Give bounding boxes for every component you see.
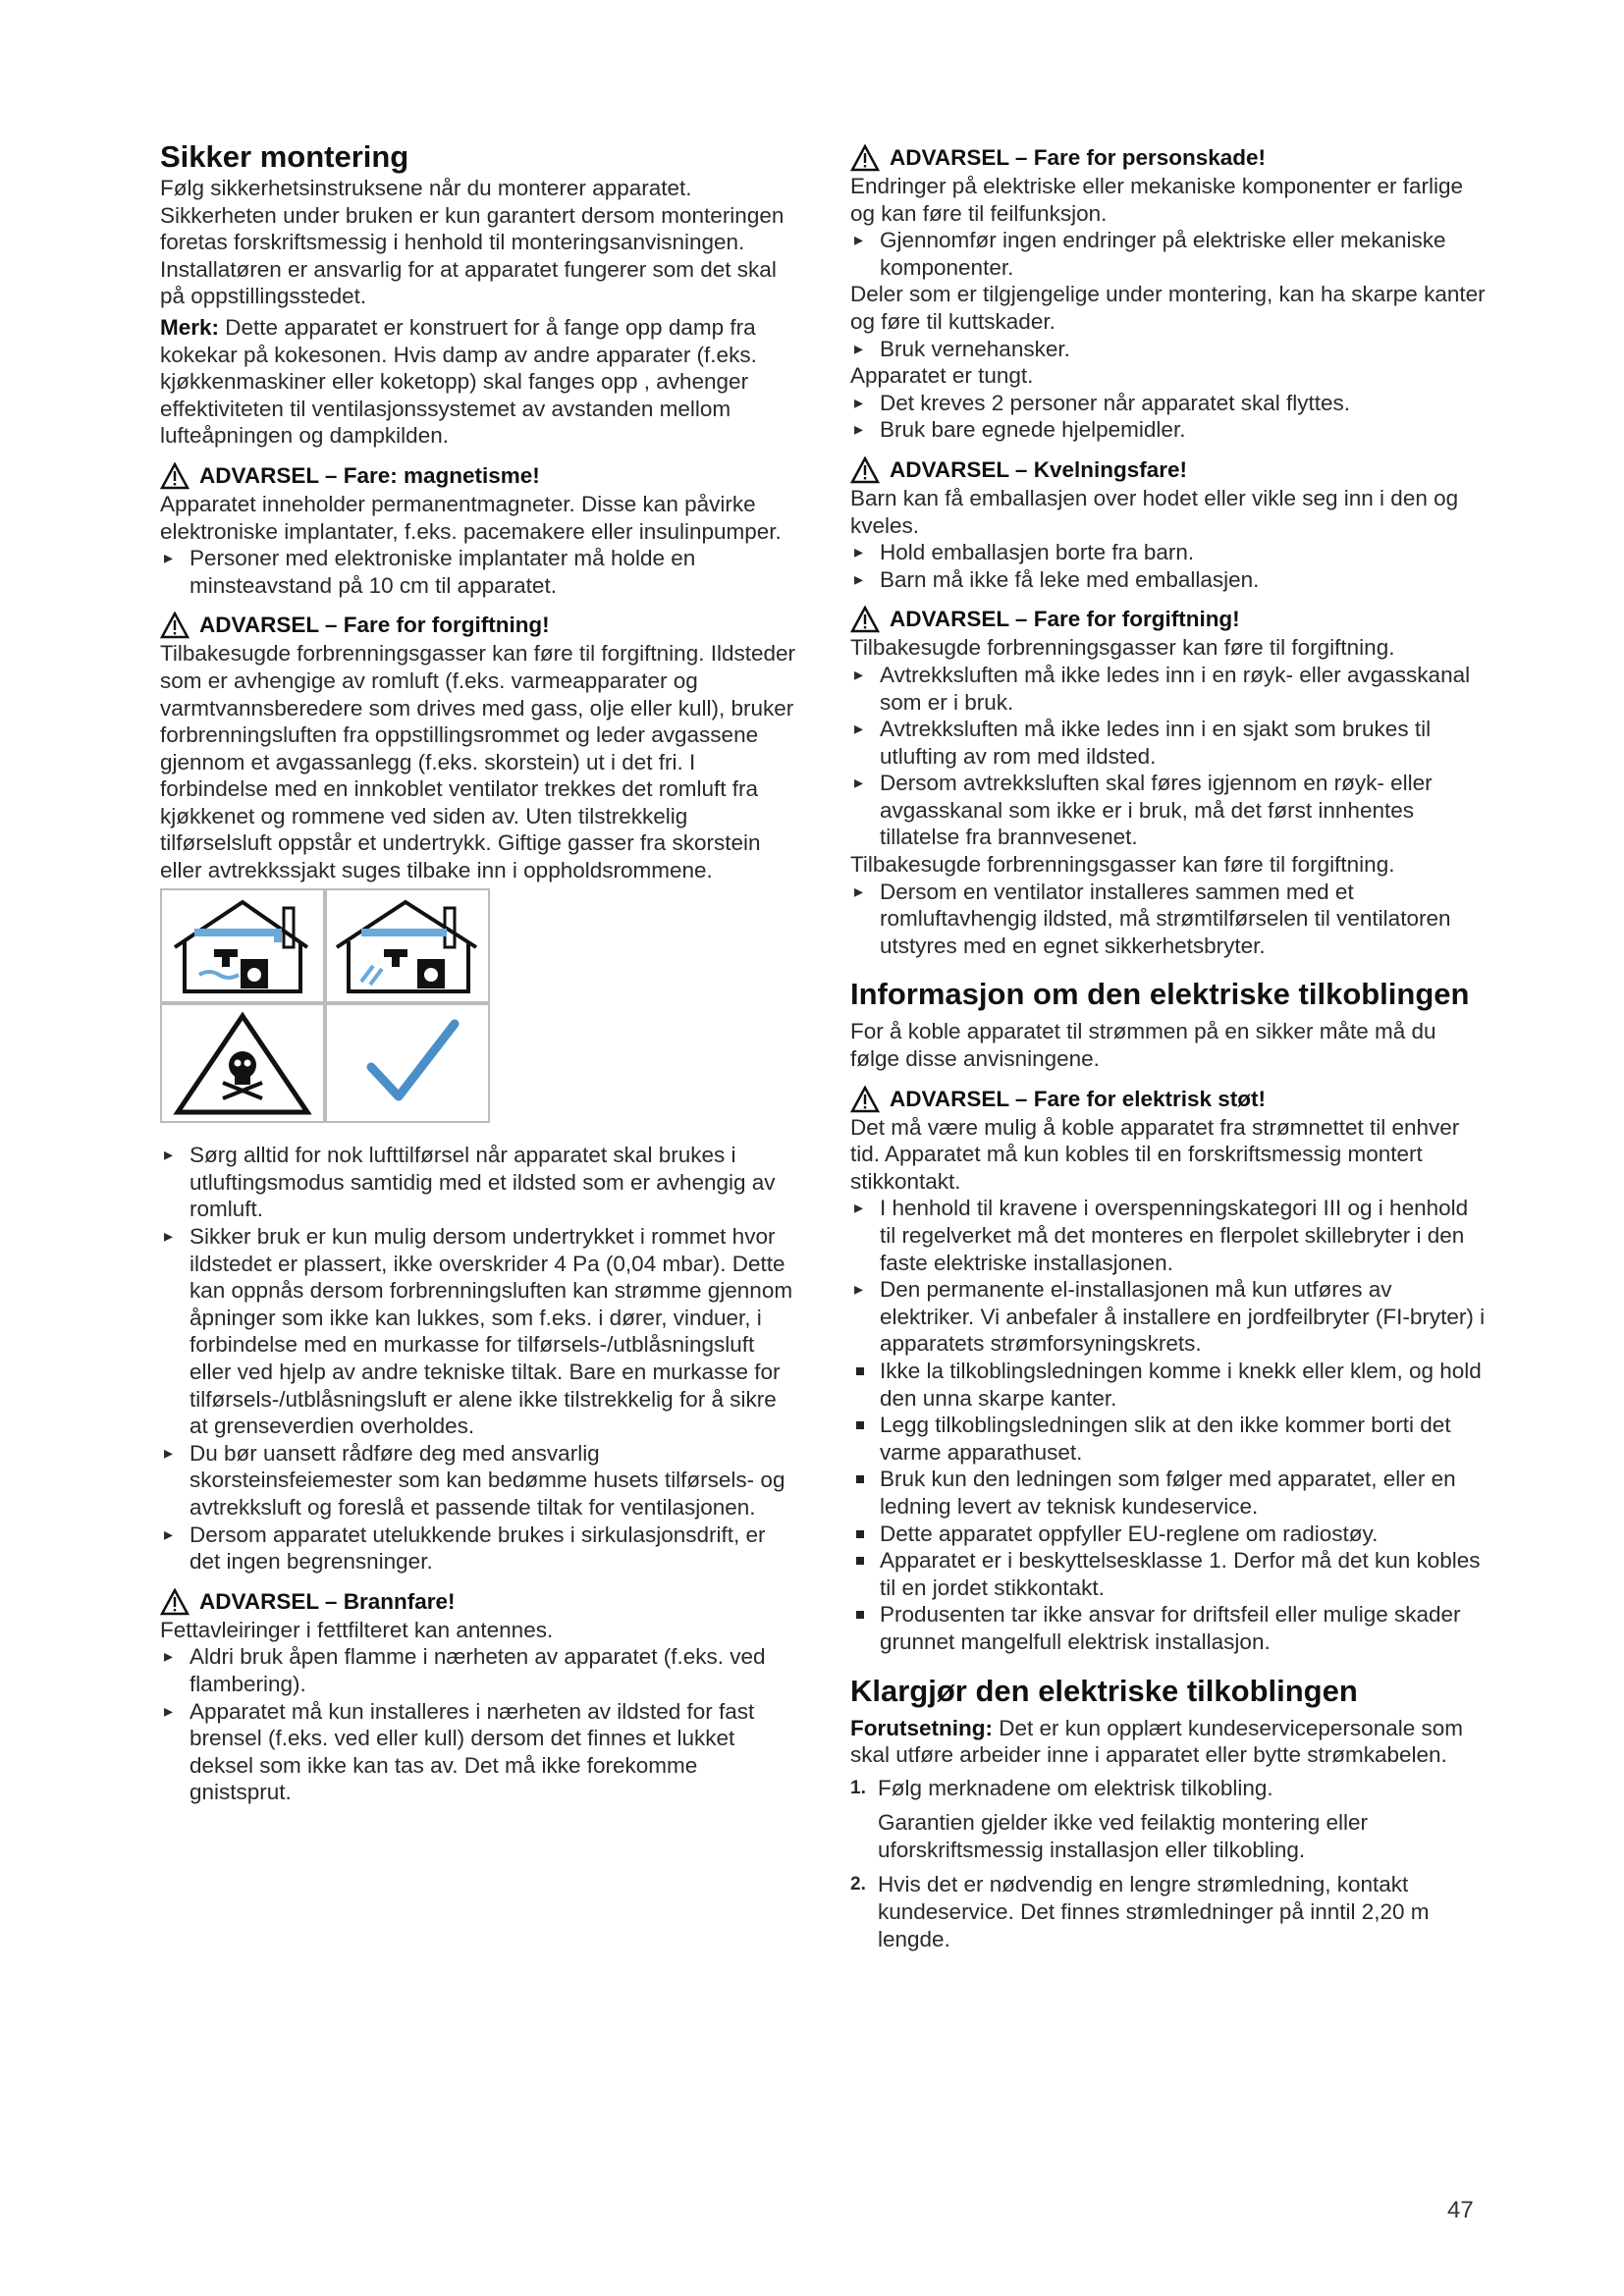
section-title-electrical-info: Informasjon om den elektriske tilkoblingen: [850, 977, 1470, 1012]
warning-title: ADVARSEL – Fare: magnetisme!: [199, 462, 540, 488]
step-text: Hvis det er nødvendig en lengre strømledning, kontakt kundeservice. Det finnes strømledninger på inntil 2,20 m lengde.: [878, 1872, 1430, 1951]
section-intro: For å koble apparatet til strømmen på en sikker måte må du følge disse anvisningene.: [850, 1019, 1436, 1072]
checkmark-icon: [326, 1004, 489, 1122]
warning-title: ADVARSEL – Fare for elektrisk støt!: [890, 1086, 1267, 1111]
page-number: 47: [1447, 2197, 1474, 2223]
warning-heading: [160, 611, 798, 640]
step-number: 1.: [850, 1777, 866, 1798]
warning-heading: [160, 461, 798, 491]
list-item: ▸ Den permanente el-installasjonen må kun utføres av elektriker. Vi anbefaler å installere en jordfeilbryter (FI-bryter) i apparatets strømforsyningskrets.: [850, 1276, 1489, 1358]
bullet-list: [850, 539, 1489, 593]
section-title-prepare-electrical: Klargjør den elektriske tilkoblingen: [850, 1673, 1358, 1708]
house-exhaust-correct-icon: [326, 889, 489, 1002]
note-text: Dette apparatet er konstruert for å fange opp damp fra kokekar på kokesonen. Hvis damp av andre apparater (f.eks. kjøkkenmaskiner eller koketopp) skal fanges opp , avhenger effektiviteten til ventilasjonssystemet av avstanden mellom lufteåpningen og dampkilden.: [160, 314, 757, 449]
list-item: ▸ Bruk vernehansker.: [850, 336, 1489, 363]
prerequisite-paragraph: [850, 1715, 1489, 1769]
list-item: ▸ Dersom avtrekksluften skal føres igjennom en røyk- eller avgasskanal som ikke er i bruk, må det først innhentes tillatelse fra brannvesenet.: [850, 770, 1489, 851]
list-item: ▸ Barn må ikke få leke med emballasjen.: [850, 566, 1489, 594]
warning-triangle-icon: [850, 456, 880, 484]
intro-paragraph: Sikkerheten under bruken er kun garantert dersom monteringen foretas forskriftsmessig i henhold til monteringsanvisningen. Installatøren er ansvarlig for at apparatet fungerer som det skal på oppstillingsstedet.: [160, 202, 785, 309]
prerequisite-text: Det er kun opplært kundeservicepersonale som skal utføre arbeider inne i apparatet eller bytte strømkabelen.: [850, 1715, 1463, 1768]
warning-triangle-icon: [850, 1086, 880, 1113]
list-item: ▸ Det kreves 2 personer når apparatet skal flyttes.: [850, 390, 1489, 417]
warning-text: Deler som er tilgjengelige under montering, kan ha skarpe kanter og føre til kuttskader.: [850, 282, 1486, 334]
warning-text: Tilbakesugde forbrenningsgasser kan føre til forgiftning.: [850, 635, 1395, 661]
warning-triangle-icon: [160, 612, 189, 639]
bullet-list: [850, 227, 1489, 281]
list-item: ▸ Sørg alltid for nok lufttilførsel når apparatet skal brukes i utluftingsmodus samtidig med et ildsted som er avhengig av romluft.: [160, 1142, 798, 1223]
list-item: ▸ Du bør uansett rådføre deg med ansvarlig skorsteinsfeiemester som kan bedømme husets tilførsels- og avtrekksluft og foreslå et passende tiltak for ventilasjonen.: [160, 1440, 798, 1522]
bullet-list: [160, 1643, 798, 1806]
warning-text: Barn kan få emballasjen over hodet eller vikle seg inn i den og kveles.: [850, 485, 1459, 538]
step-item: [850, 1775, 1489, 1864]
list-item: Dette apparatet oppfyller EU-reglene om radiostøy.: [850, 1521, 1489, 1548]
list-item: Apparatet er i beskyttelsesklasse 1. Derfor må det kun kobles til en jordet stikkontakt.: [850, 1547, 1489, 1601]
list-item: ▸ Avtrekksluften må ikke ledes inn i en sjakt som brukes til utlufting av rom med ildsted.: [850, 716, 1489, 770]
bullet-list: [160, 545, 798, 599]
steps-list: [850, 1775, 1489, 1953]
warning-heading: [160, 1587, 798, 1617]
list-item: Legg tilkoblingsledningen slik at den ikke kommer borti det varme apparathuset.: [850, 1412, 1489, 1466]
step-item: [850, 1871, 1489, 1952]
warning-text: Fettavleiringer i fettfilteret kan antennes.: [160, 1617, 554, 1642]
list-item: ▸ Sikker bruk er kun mulig dersom undertrykket i rommet hvor ildstedet er plassert, ikke overskrider 4 Pa (0,04 mbar). Dette kan oppnås dersom forbrenningsluften kan strømme gjennom åpninger som ikke kan lukkes, som f.eks. i dører, vinduer, i forbindelse med en murkasse for tilførsels-/utblåsningsluft eller ved hjelp av andre tekniske tiltak. Bare en murkasse for tilførsels-/utblåsningsluft er alene ikke tilstrekkelig for å sikre at grenseverdien overholdes.: [160, 1223, 798, 1440]
list-item: ▸ Gjennomfør ingen endringer på elektriske eller mekaniske komponenter.: [850, 227, 1489, 281]
warning-heading: [850, 605, 1489, 634]
right-column: [850, 139, 1489, 1960]
prerequisite-label: Forutsetning:: [850, 1715, 993, 1740]
list-item: Ikke la tilkoblingsledningen komme i knekk eller klem, og hold den unna skarpe kanter.: [850, 1358, 1489, 1412]
list-item: Bruk kun den ledningen som følger med apparatet, eller en ledning levert av teknisk kundeservice.: [850, 1466, 1489, 1520]
step-subtext: Garantien gjelder ikke ved feilaktig montering eller uforskriftsmessig installasjon eller tilkobling.: [878, 1810, 1369, 1862]
step-number: 2.: [850, 1874, 866, 1896]
note-paragraph: [160, 314, 798, 450]
list-item: ▸ Apparatet må kun installeres i nærheten av ildsted for fast brensel (f.eks. ved eller kull) dersom det finnes et lukket deksel som ikke kan tas av. Det må ikke forekomme gnistsprut.: [160, 1698, 798, 1806]
list-item: ▸ Aldri bruk åpen flamme i nærheten av apparatet (f.eks. ved flambering).: [160, 1643, 798, 1697]
warning-triangle-icon: [160, 462, 189, 490]
warning-title: ADVARSEL – Kvelningsfare!: [890, 456, 1187, 482]
bullet-list: [850, 879, 1489, 960]
list-item: ▸ Dersom en ventilator installeres sammen med et romluftavhengig ildsted, må strømtilførselen til ventilatoren utstyres med en egnet sikkerhetsbryter.: [850, 879, 1489, 960]
bullet-list: [850, 1195, 1489, 1358]
list-item: ▸ Avtrekksluften må ikke ledes inn i en røyk- eller avgasskanal som er i bruk.: [850, 662, 1489, 716]
warning-triangle-icon: [850, 606, 880, 633]
warning-heading: [850, 143, 1489, 173]
warning-title: ADVARSEL – Fare for forgiftning!: [199, 613, 550, 638]
list-item: ▸ Hold emballasjen borte fra barn.: [850, 539, 1489, 566]
list-item: ▸ Bruk bare egnede hjelpemidler.: [850, 416, 1489, 444]
warning-heading: [850, 455, 1489, 485]
warning-text: Tilbakesugde forbrenningsgasser kan føre til forgiftning. Ildsteder som er avhengige av romluft (f.eks. varmeapparater og varmtvannsberedere som drives med gass, olje eller kull), bruker forbrenningsluften fra oppstillingsrommet og leder avgassene gjennom et avgassanlegg (f.eks. skorstein) ut i det fri. I forbindelse med en innkoblet ventilator trekkes det romluft fra kjøkkenet og rommene ved siden av. Uten tilstrekkelig tilførselsluft oppstår et undertrykk. Giftige gasser fra skorstein eller avtrekkssjakt suges tilbake inn i oppholdsrommene.: [160, 641, 796, 883]
intro-paragraph: Følg sikkerhetsinstruksene når du monterer apparatet.: [160, 176, 692, 200]
warning-triangle-icon: [160, 1588, 189, 1616]
list-item: ▸ Dersom apparatet utelukkende brukes i sirkulasjonsdrift, er det ingen begrensninger.: [160, 1522, 798, 1575]
ventilation-illustration: [160, 888, 494, 1124]
warning-text: Endringer på elektriske eller mekaniske komponenter er farlige og kan føre til feilfunksjon.: [850, 174, 1464, 226]
warning-title: ADVARSEL – Brannfare!: [199, 1588, 456, 1614]
list-item: ▸ I henhold til kravene i overspenningskategori III og i henhold til regelverket må det monteres en flerpolet skillebryter i den faste elektriske installasjonen.: [850, 1195, 1489, 1276]
section-title-safe-mounting: Sikker montering: [160, 139, 409, 174]
warning-text: Apparatet inneholder permanentmagneter. Disse kan påvirke elektroniske implantater, f.eks. pacemakere eller insulinpumper.: [160, 491, 782, 544]
bullet-list: [850, 336, 1489, 363]
warning-text: Det må være mulig å koble apparatet fra strømnettet til enhver tid. Apparatet må kun kobles til en forskriftsmessig montert stikkontakt.: [850, 1114, 1460, 1194]
warning-text: Apparatet er tungt.: [850, 363, 1034, 389]
poison-warning-icon: [161, 1004, 324, 1122]
left-column: [160, 139, 798, 1806]
warning-triangle-icon: [850, 144, 880, 172]
note-label: Merk:: [160, 314, 220, 340]
list-item: Produsenten tar ikke ansvar for driftsfeil eller mulige skader grunnet mangelfull elektrisk installasjon.: [850, 1601, 1489, 1655]
square-bullet-list: [850, 1358, 1489, 1656]
step-text: Følg merknadene om elektrisk tilkobling.: [878, 1775, 1273, 1800]
warning-heading: [850, 1085, 1489, 1114]
warning-title: ADVARSEL – Fare for forgiftning!: [890, 607, 1240, 632]
list-item: ▸ Personer med elektroniske implantater må holde en minsteavstand på 10 cm til apparatet.: [160, 545, 798, 599]
warning-text: Tilbakesugde forbrenningsgasser kan føre til forgiftning.: [850, 852, 1395, 878]
bullet-list: [850, 390, 1489, 444]
bullet-list: [160, 1142, 798, 1575]
warning-title: ADVARSEL – Fare for personskade!: [890, 145, 1267, 170]
bullet-list: [850, 662, 1489, 851]
house-exhaust-icon: [161, 889, 324, 1002]
